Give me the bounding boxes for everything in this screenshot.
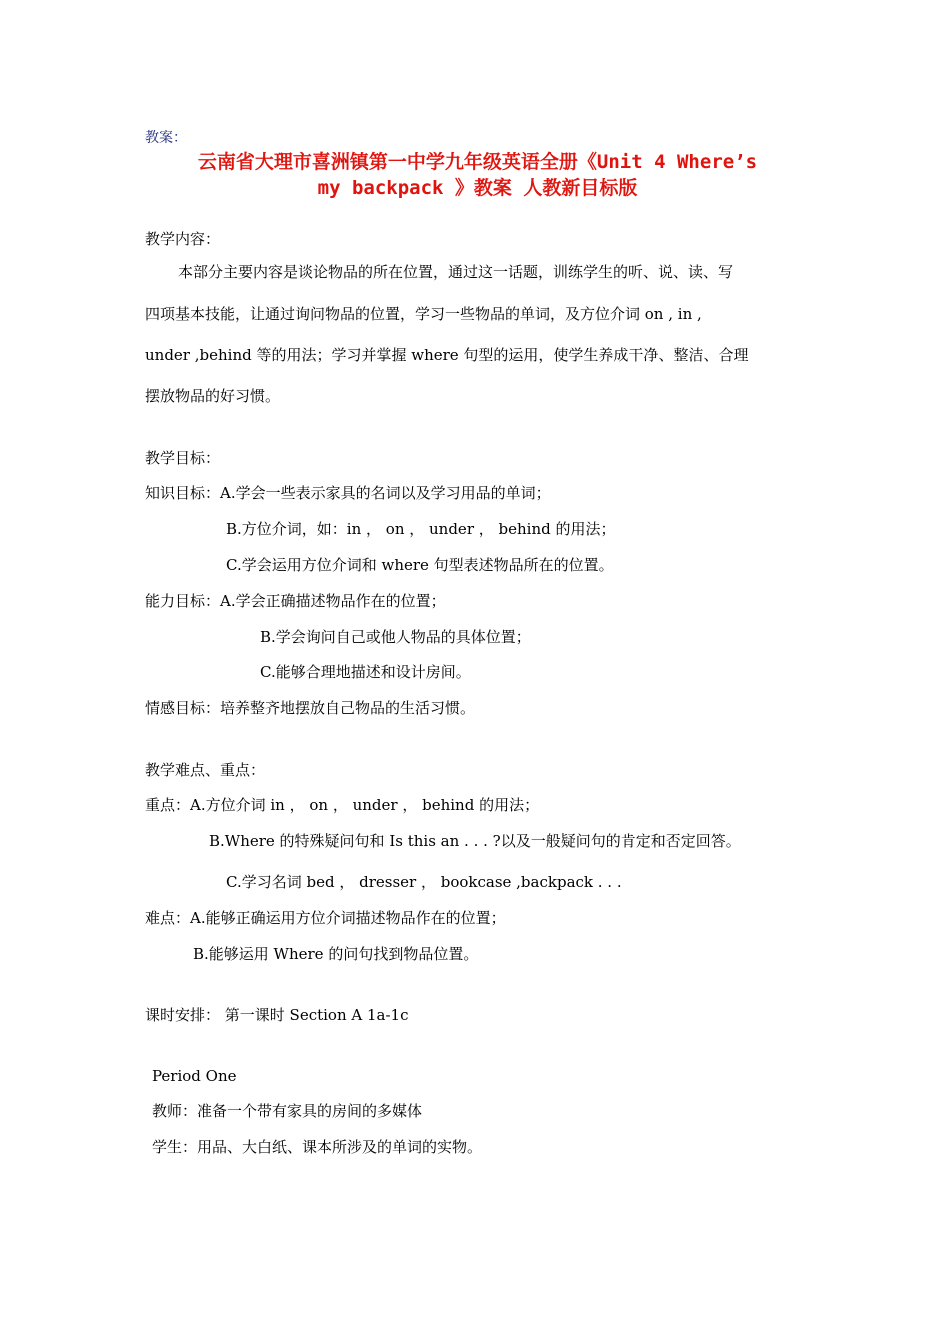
- difficult-point-a: 难点：A.能够正确运用方位介词描述物品作在的位置；: [145, 909, 506, 927]
- doc-title-line-1: 云南省大理市喜洲镇第一中学九年级英语全册《Unit 4 Where’s: [197, 151, 758, 173]
- content-paragraph-line: 本部分主要内容是谈论物品的所在位置，通过这一话题，训练学生的听、说、读、写: [178, 263, 734, 281]
- objectives-heading: 教学目标：: [145, 449, 221, 467]
- emotion-objective: 情感目标：培养整齐地摆放自己物品的生活习惯。: [145, 699, 476, 717]
- ability-objective-b: B.学会询问自己或他人物品的具体位置；: [260, 628, 531, 646]
- key-point-a: 重点：A.方位介词 in ， on ， under ， behind 的用法；: [145, 796, 540, 814]
- difficult-point-b: B.能够运用 Where 的问句找到物品位置。: [193, 945, 479, 963]
- ability-objective-c: C.能够合理地描述和设计房间。: [260, 663, 471, 681]
- knowledge-objective-b: B.方位介词，如：in ， on ， under ， behind 的用法；: [226, 520, 616, 538]
- student-preparation: 学生：用品、大白纸、课本所涉及的单词的实物。: [152, 1138, 483, 1156]
- period-title: Period One: [152, 1067, 237, 1085]
- content-paragraph-line: 四项基本技能，让通过询问物品的位置，学习一些物品的单词，及方位介词 on , in ,: [145, 305, 702, 323]
- key-point-b: B.Where 的特殊疑问句和 Is this an . . . ?以及一般疑问句的肯定和否定回答。: [209, 832, 741, 850]
- content-paragraph-line: under ,behind 等的用法；学习并掌握 where 句型的运用，使学生养成干净、整洁、合理: [145, 346, 749, 364]
- teacher-preparation: 教师：准备一个带有家具的房间的多媒体: [152, 1102, 423, 1120]
- ability-objective-a: 能力目标：A.学会正确描述物品作在的位置；: [145, 592, 446, 610]
- knowledge-objective-c: C.学会运用方位介词和 where 句型表述物品所在的位置。: [226, 556, 614, 574]
- knowledge-objective-a: 知识目标：A.学会一些表示家具的名词以及学习用品的单词；: [145, 484, 551, 502]
- content-heading: 教学内容：: [145, 230, 221, 248]
- content-paragraph-line: 摆放物品的好习惯。: [145, 387, 281, 405]
- schedule-line: 课时安排： 第一课时 Section A 1a-1c: [145, 1006, 409, 1024]
- doc-title-line-2: my backpack 》教案 人教新目标版: [317, 177, 638, 199]
- key-point-c: C.学习名词 bed ， dresser ， bookcase ,backpack . . .: [226, 873, 622, 891]
- doc-type-label: 教案：: [145, 130, 187, 146]
- key-points-heading: 教学难点、重点：: [145, 761, 266, 779]
